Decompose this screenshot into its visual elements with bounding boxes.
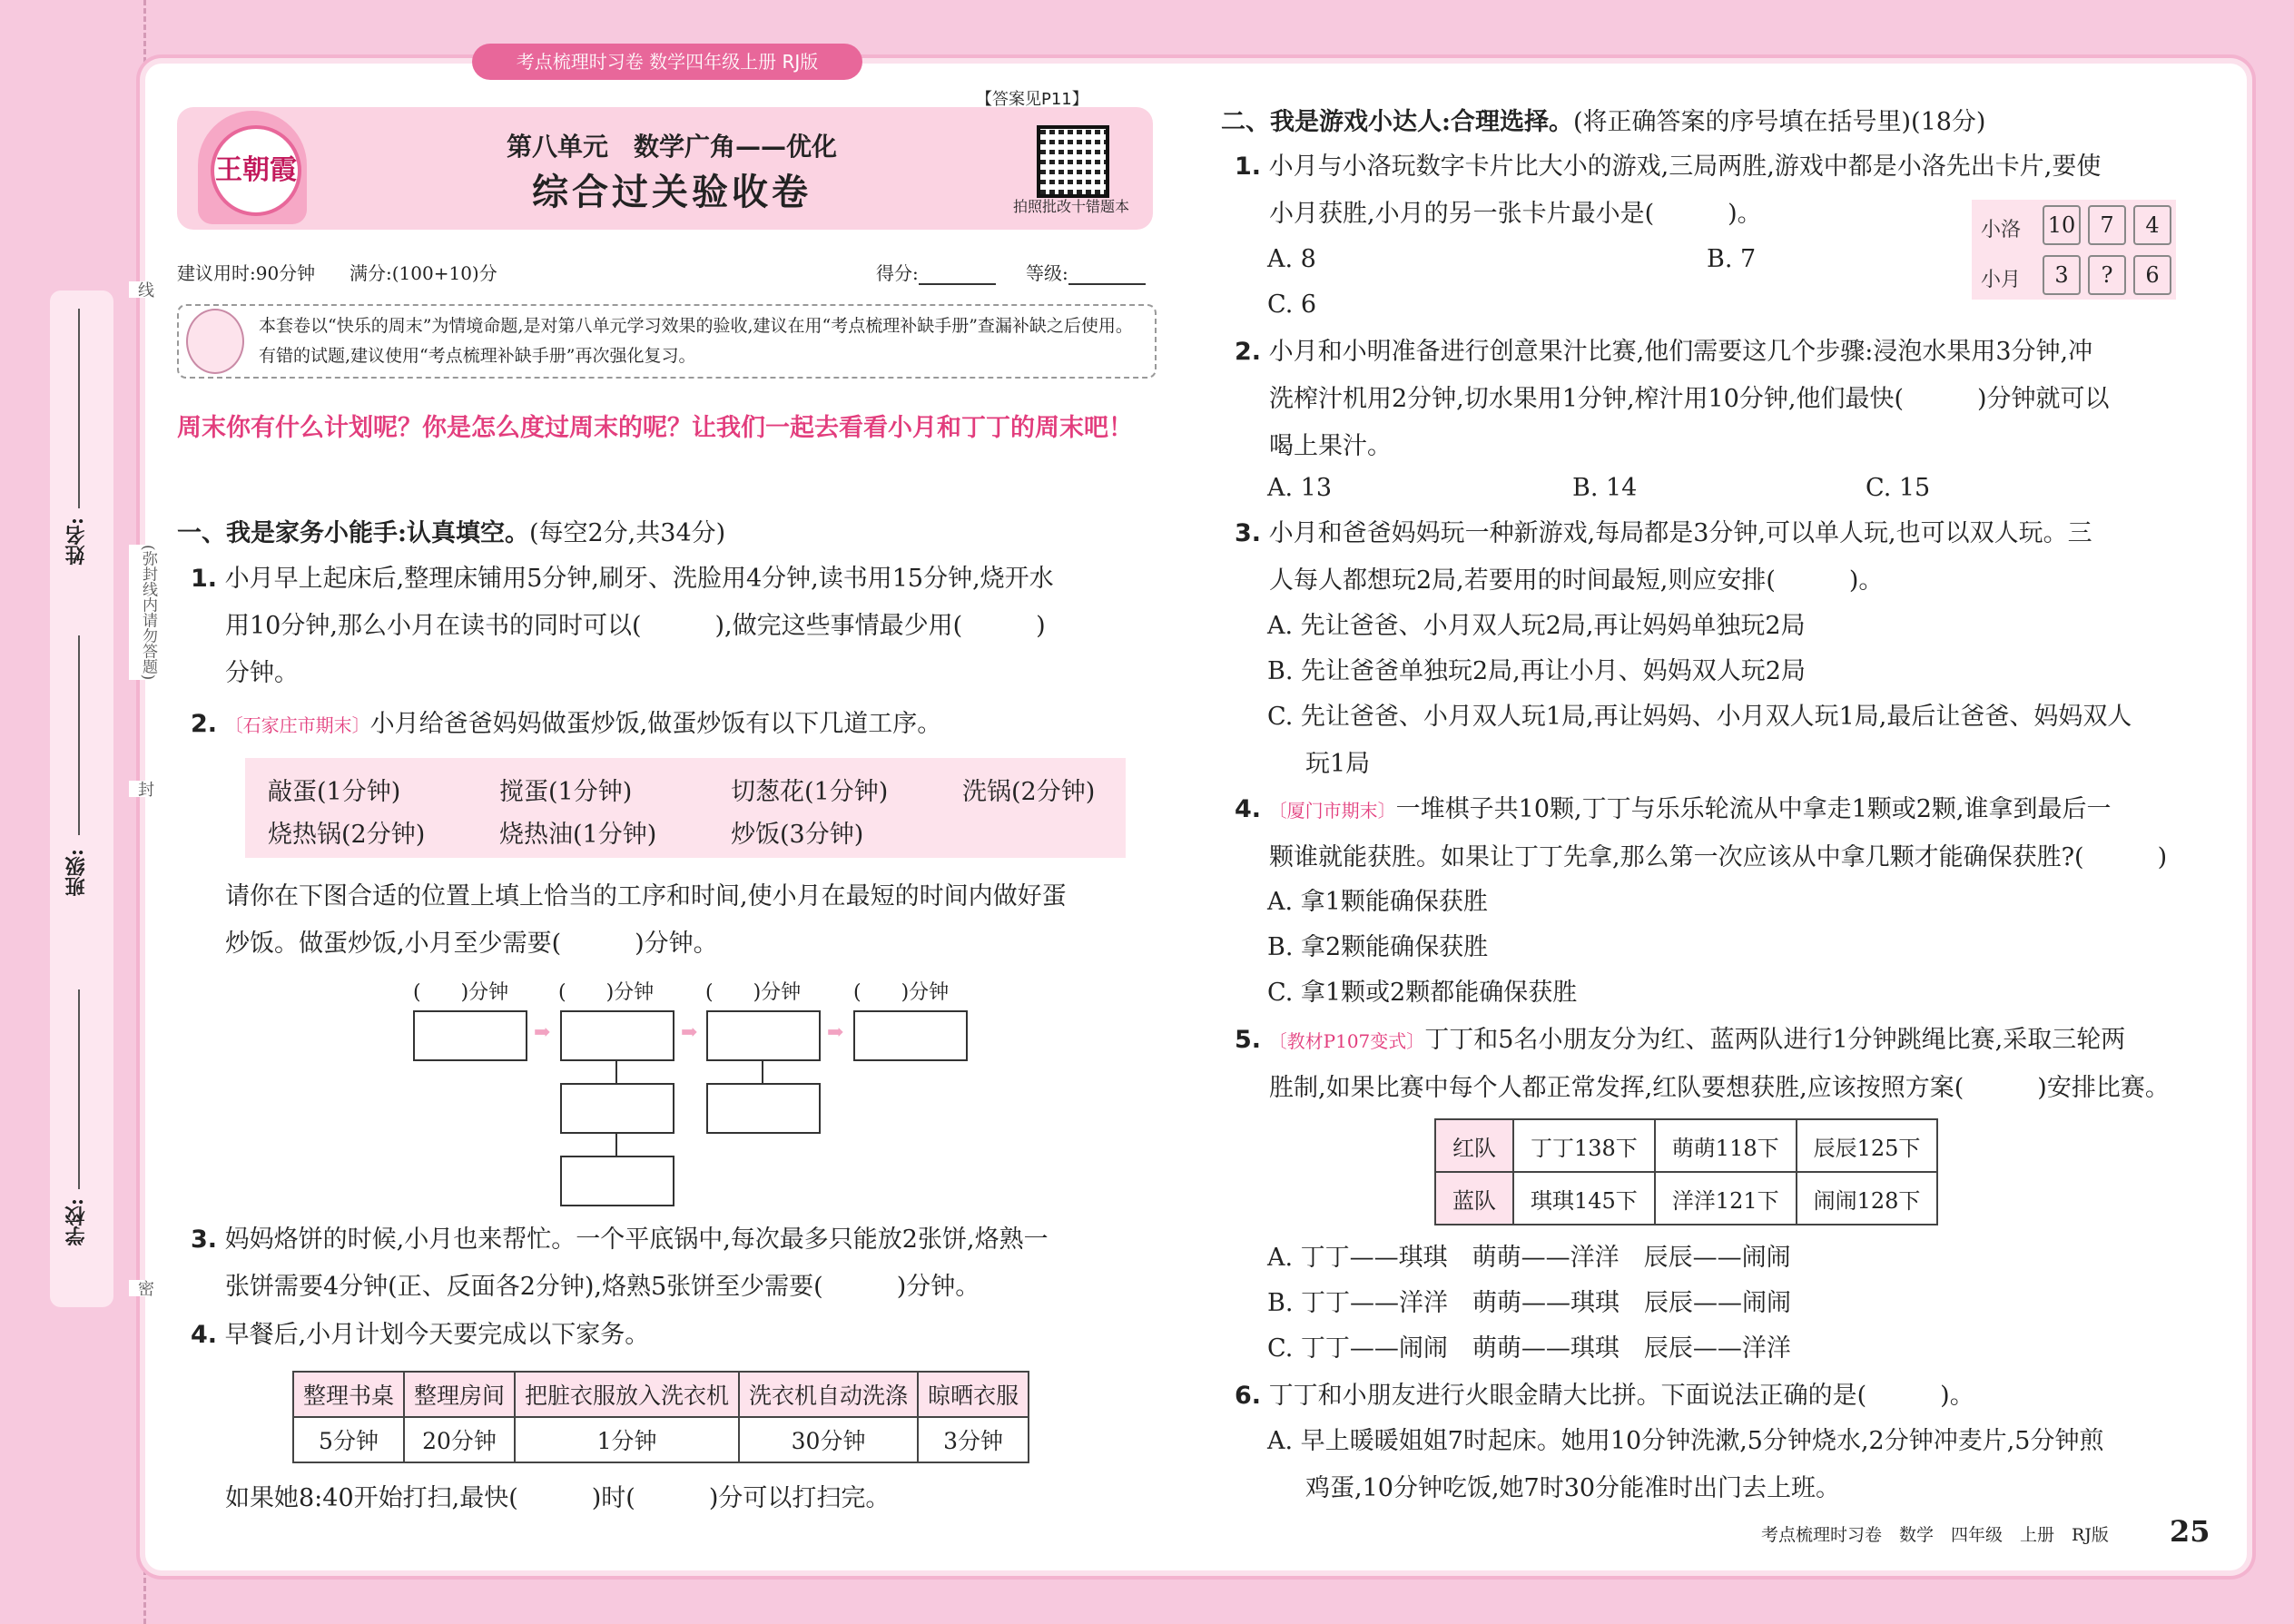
flow-time-4: ( )分钟 — [853, 981, 950, 1004]
s1-q4-question: 如果她8:40开始打扫,最快( )时( )分可以打扫完。 — [225, 1484, 891, 1512]
step-2: 搅蛋(1分钟) — [499, 778, 633, 806]
arrow-right-icon: ➡ — [534, 1021, 551, 1044]
flow-box-5[interactable] — [560, 1083, 674, 1134]
section1-title: 一、我是家务小能手:认真填空。(每空2分,共34分) — [177, 519, 726, 547]
s2-q2-option-c[interactable]: C. 15 — [1866, 474, 1931, 502]
team-red: 红队 — [1435, 1119, 1513, 1172]
task-cell: 整理房间 — [404, 1372, 515, 1417]
class-blank[interactable] — [78, 635, 80, 835]
full-score: 满分:(100+10)分 — [350, 262, 497, 284]
suggested-time: 建议用时:90分钟 — [177, 262, 316, 284]
card-unknown: ? — [2088, 255, 2126, 295]
unit-title: 第八单元 数学广角——优化 — [506, 132, 837, 162]
flow-box-2[interactable] — [560, 1010, 674, 1061]
time-cell: 3分钟 — [918, 1417, 1029, 1462]
team-blue: 蓝队 — [1435, 1172, 1513, 1225]
player: 琪琪145下 — [1513, 1172, 1655, 1225]
flow-connector — [615, 1132, 617, 1156]
s1-q4: 4. 早餐后,小月计划今天要完成以下家务。 — [191, 1321, 650, 1349]
s2-q4-option-a[interactable]: A. 拿1颗能确保获胜 — [1267, 888, 1488, 916]
task-cell: 洗衣机自动洗涤 — [739, 1372, 918, 1417]
time-cell: 30分钟 — [739, 1417, 918, 1462]
school-label: 学校: — [64, 1198, 88, 1246]
arrow-right-icon: ➡ — [681, 1021, 698, 1044]
time-cell: 20分钟 — [404, 1417, 515, 1462]
qr-code-icon[interactable] — [1037, 125, 1109, 198]
s1-q2-instruction: 请你在下图合适的位置上填上恰当的工序和时间,使小月在最短的时间内做好蛋 炒饭。做蛋炒饭,小月至少需要( )分钟。 — [225, 882, 1067, 958]
section2-title: 二、我是游戏小达人:合理选择。(将正确答案的序号填在括号里)(18分) — [1221, 108, 1986, 136]
footer-text: 考点梳理时习卷 数学 四年级 上册 RJ版 — [1761, 1525, 2109, 1545]
flow-time-2: ( )分钟 — [558, 981, 655, 1004]
s1-q1: 1. 小月早上起床后,整理床铺用5分钟,刷牙、洗脸用4分钟,读书用15分钟,烧开水 用10分钟,那么小月在读书的同时可以( ),做完这些事情最少用( ) 分钟。 — [191, 565, 1054, 687]
s2-q2: 2. 小月和小明准备进行创意果汁比赛,他们需要这几个步骤:浸泡水果用3分钟,冲 洗榨汁机用2分钟,切水果用1分钟,榨汁用10分钟,他们最快( )分钟就可以 喝上果汁。 — [1235, 338, 2110, 460]
s2-q6-option-a[interactable]: A. 早上暖暖姐姐7时起床。她用10分钟洗漱,5分钟烧水,2分钟冲麦片,5分钟煎 鸡蛋,10分钟吃饭,她7时30分能准时出门去上班。 — [1267, 1427, 2104, 1502]
s2-q3-option-a[interactable]: A. 先让爸爸、小月双人玩2局,再让妈妈单独玩2局 — [1267, 612, 1806, 640]
step-5: 烧热锅(2分钟) — [268, 821, 426, 849]
class-label: 班级: — [64, 849, 88, 897]
flow-box-6[interactable] — [706, 1083, 821, 1134]
flow-connector — [615, 1059, 617, 1083]
s2-q1-option-c[interactable]: C. 6 — [1267, 290, 1317, 319]
s1-q2: 2. 〔石家庄市期末〕小月给爸爸妈妈做蛋炒饭,做蛋炒饭有以下几道工序。 — [191, 710, 942, 738]
s2-q4-option-b[interactable]: B. 拿2颗能确保获胜 — [1267, 933, 1489, 961]
task-cell: 把脏衣服放入洗衣机 — [515, 1372, 739, 1417]
name-blank[interactable] — [78, 309, 80, 508]
s2-q4-option-c[interactable]: C. 拿1颗或2颗都能确保获胜 — [1267, 979, 1578, 1007]
card: 4 — [2133, 205, 2171, 245]
flow-box-7[interactable] — [560, 1156, 674, 1206]
grade-field[interactable] — [1026, 259, 1146, 285]
s2-q3-option-b[interactable]: B. 先让爸爸单独玩2局,再让小月、妈妈双人玩2局 — [1267, 657, 1806, 685]
teams-table — [1434, 1118, 1938, 1225]
card: 7 — [2088, 205, 2126, 245]
s2-q1: 1. 小月与小洛玩数字卡片比大小的游戏,三局两胜,游戏中都是小洛先出卡片,要使 小月获胜,小月的另一张卡片最小是( )。 — [1235, 153, 2102, 228]
s2-q2-option-a[interactable]: A. 13 — [1267, 474, 1333, 502]
player: 丁丁138下 — [1513, 1119, 1655, 1172]
s2-q1-option-a[interactable]: A. 8 — [1267, 245, 1316, 273]
s2-q5: 5. 〔教材P107变式〕丁丁和5名小朋友分为红、蓝两队进行1分钟跳绳比赛,采取三轮两 胜制,如果比赛中每个人都正常发挥,红队要想获胜,应该按照方案( )安排比赛。 — [1235, 1026, 2170, 1102]
arrow-right-icon: ➡ — [827, 1021, 844, 1044]
score-label: 得分: — [876, 262, 919, 284]
logo-text: 王朝霞 — [211, 125, 301, 216]
score-field[interactable] — [876, 259, 996, 285]
flow-connector — [762, 1059, 763, 1083]
answer-reference: 【答案见P11】 — [976, 90, 1088, 109]
step-6: 烧热油(1分钟) — [499, 821, 657, 849]
player: 萌萌118下 — [1655, 1119, 1797, 1172]
yue-label: 小月 — [1981, 269, 2022, 291]
card: 3 — [2043, 255, 2081, 295]
page-number: 25 — [2170, 1514, 2210, 1549]
flow-time-1: ( )分钟 — [413, 981, 509, 1004]
card: 6 — [2133, 255, 2171, 295]
seal-mi: 密 — [129, 1280, 158, 1296]
qr-label: 拍照批改十错题本 — [1012, 198, 1129, 215]
story-intro: 周末你有什么计划呢？你是怎么度过周末的呢？让我们一起去看看小月和丁丁的周末吧！ — [177, 414, 1133, 442]
name-label: 姓名: — [64, 517, 88, 566]
s2-q6: 6. 丁丁和小朋友进行火眼金睛大比拼。下面说法正确的是( )。 — [1235, 1382, 1974, 1410]
flow-box-4[interactable] — [853, 1010, 968, 1061]
flow-box-3[interactable] — [706, 1010, 821, 1061]
player: 辰辰125下 — [1797, 1119, 1938, 1172]
s1-q3: 3. 妈妈烙饼的时候,小月也来帮忙。一个平底锅中,每次最多只能放2张饼,烙熟一 张饼需要4分钟(正、反面各2分钟),烙熟5张饼至少需要( )分钟。 — [191, 1225, 1049, 1301]
series-tab: 考点梳理时习卷 数学四年级上册 RJ版 — [472, 44, 862, 80]
page-title: 综合过关验收卷 — [532, 172, 812, 213]
card: 10 — [2043, 205, 2081, 245]
player: 洋洋121下 — [1655, 1172, 1797, 1225]
s2-q3-option-c[interactable]: C. 先让爸爸、小月双人玩1局,再让妈妈、小月双人玩1局,最后让爸爸、妈妈双人 玩1局 — [1267, 703, 2132, 778]
flow-time-3: ( )分钟 — [705, 981, 802, 1004]
luo-label: 小洛 — [1981, 219, 2022, 241]
s2-q5-option-c[interactable]: C. 丁丁——闹闹 萌萌——琪琪 辰辰——洋洋 — [1267, 1334, 1791, 1363]
chore-table — [292, 1371, 1029, 1463]
s2-q5-option-b[interactable]: B. 丁丁——洋洋 萌萌——琪琪 辰辰——闹闹 — [1267, 1289, 1792, 1317]
step-1: 敲蛋(1分钟) — [268, 778, 401, 806]
girl-avatar-icon — [186, 309, 244, 374]
usage-note: 本套卷以“快乐的周末”为情境命题,是对第八单元学习效果的验收,建议在用“考点梳理补缺手册”查漏补缺之后使用。有错的试题,建议使用“考点梳理补缺手册”再次强化复习。 — [259, 316, 1133, 366]
grade-label: 等级: — [1026, 262, 1068, 284]
time-cell: 5分钟 — [293, 1417, 404, 1462]
task-cell: 晾晒衣服 — [918, 1372, 1029, 1417]
s2-q2-option-b[interactable]: B. 14 — [1572, 474, 1638, 502]
player: 闹闹128下 — [1797, 1172, 1938, 1225]
step-7: 炒饭(3分钟) — [731, 821, 864, 849]
s2-q1-option-b[interactable]: B. 7 — [1707, 245, 1757, 273]
seal-feng: 封 — [129, 781, 158, 797]
s2-q4: 4. 〔厦门市期末〕一堆棋子共10颗,丁丁与乐乐轮流从中拿走1颗或2颗,谁拿到最后一 颗谁就能获胜。如果让丁丁先拿,那么第一次应该从中拿几颗才能确保获胜?( ) — [1235, 795, 2168, 871]
seal-xian: 线 — [129, 281, 158, 298]
step-3: 切葱花(1分钟) — [731, 778, 889, 806]
step-4: 洗锅(2分钟) — [962, 778, 1096, 806]
s2-q5-option-a[interactable]: A. 丁丁——琪琪 萌萌——洋洋 辰辰——闹闹 — [1267, 1244, 1791, 1272]
task-cell: 整理书桌 — [293, 1372, 404, 1417]
school-blank[interactable] — [78, 989, 80, 1189]
binding-strip — [50, 290, 113, 1307]
s2-q3: 3. 小月和爸爸妈妈玩一种新游戏,每局都是3分钟,可以单人玩,也可以双人玩。三 人每人都想玩2局,若要用的时间最短,则应安排( )。 — [1235, 519, 2092, 595]
flow-box-1[interactable] — [413, 1010, 527, 1061]
binding-warning: (弥封线内请勿答题) — [129, 545, 158, 680]
time-cell: 1分钟 — [515, 1417, 739, 1462]
